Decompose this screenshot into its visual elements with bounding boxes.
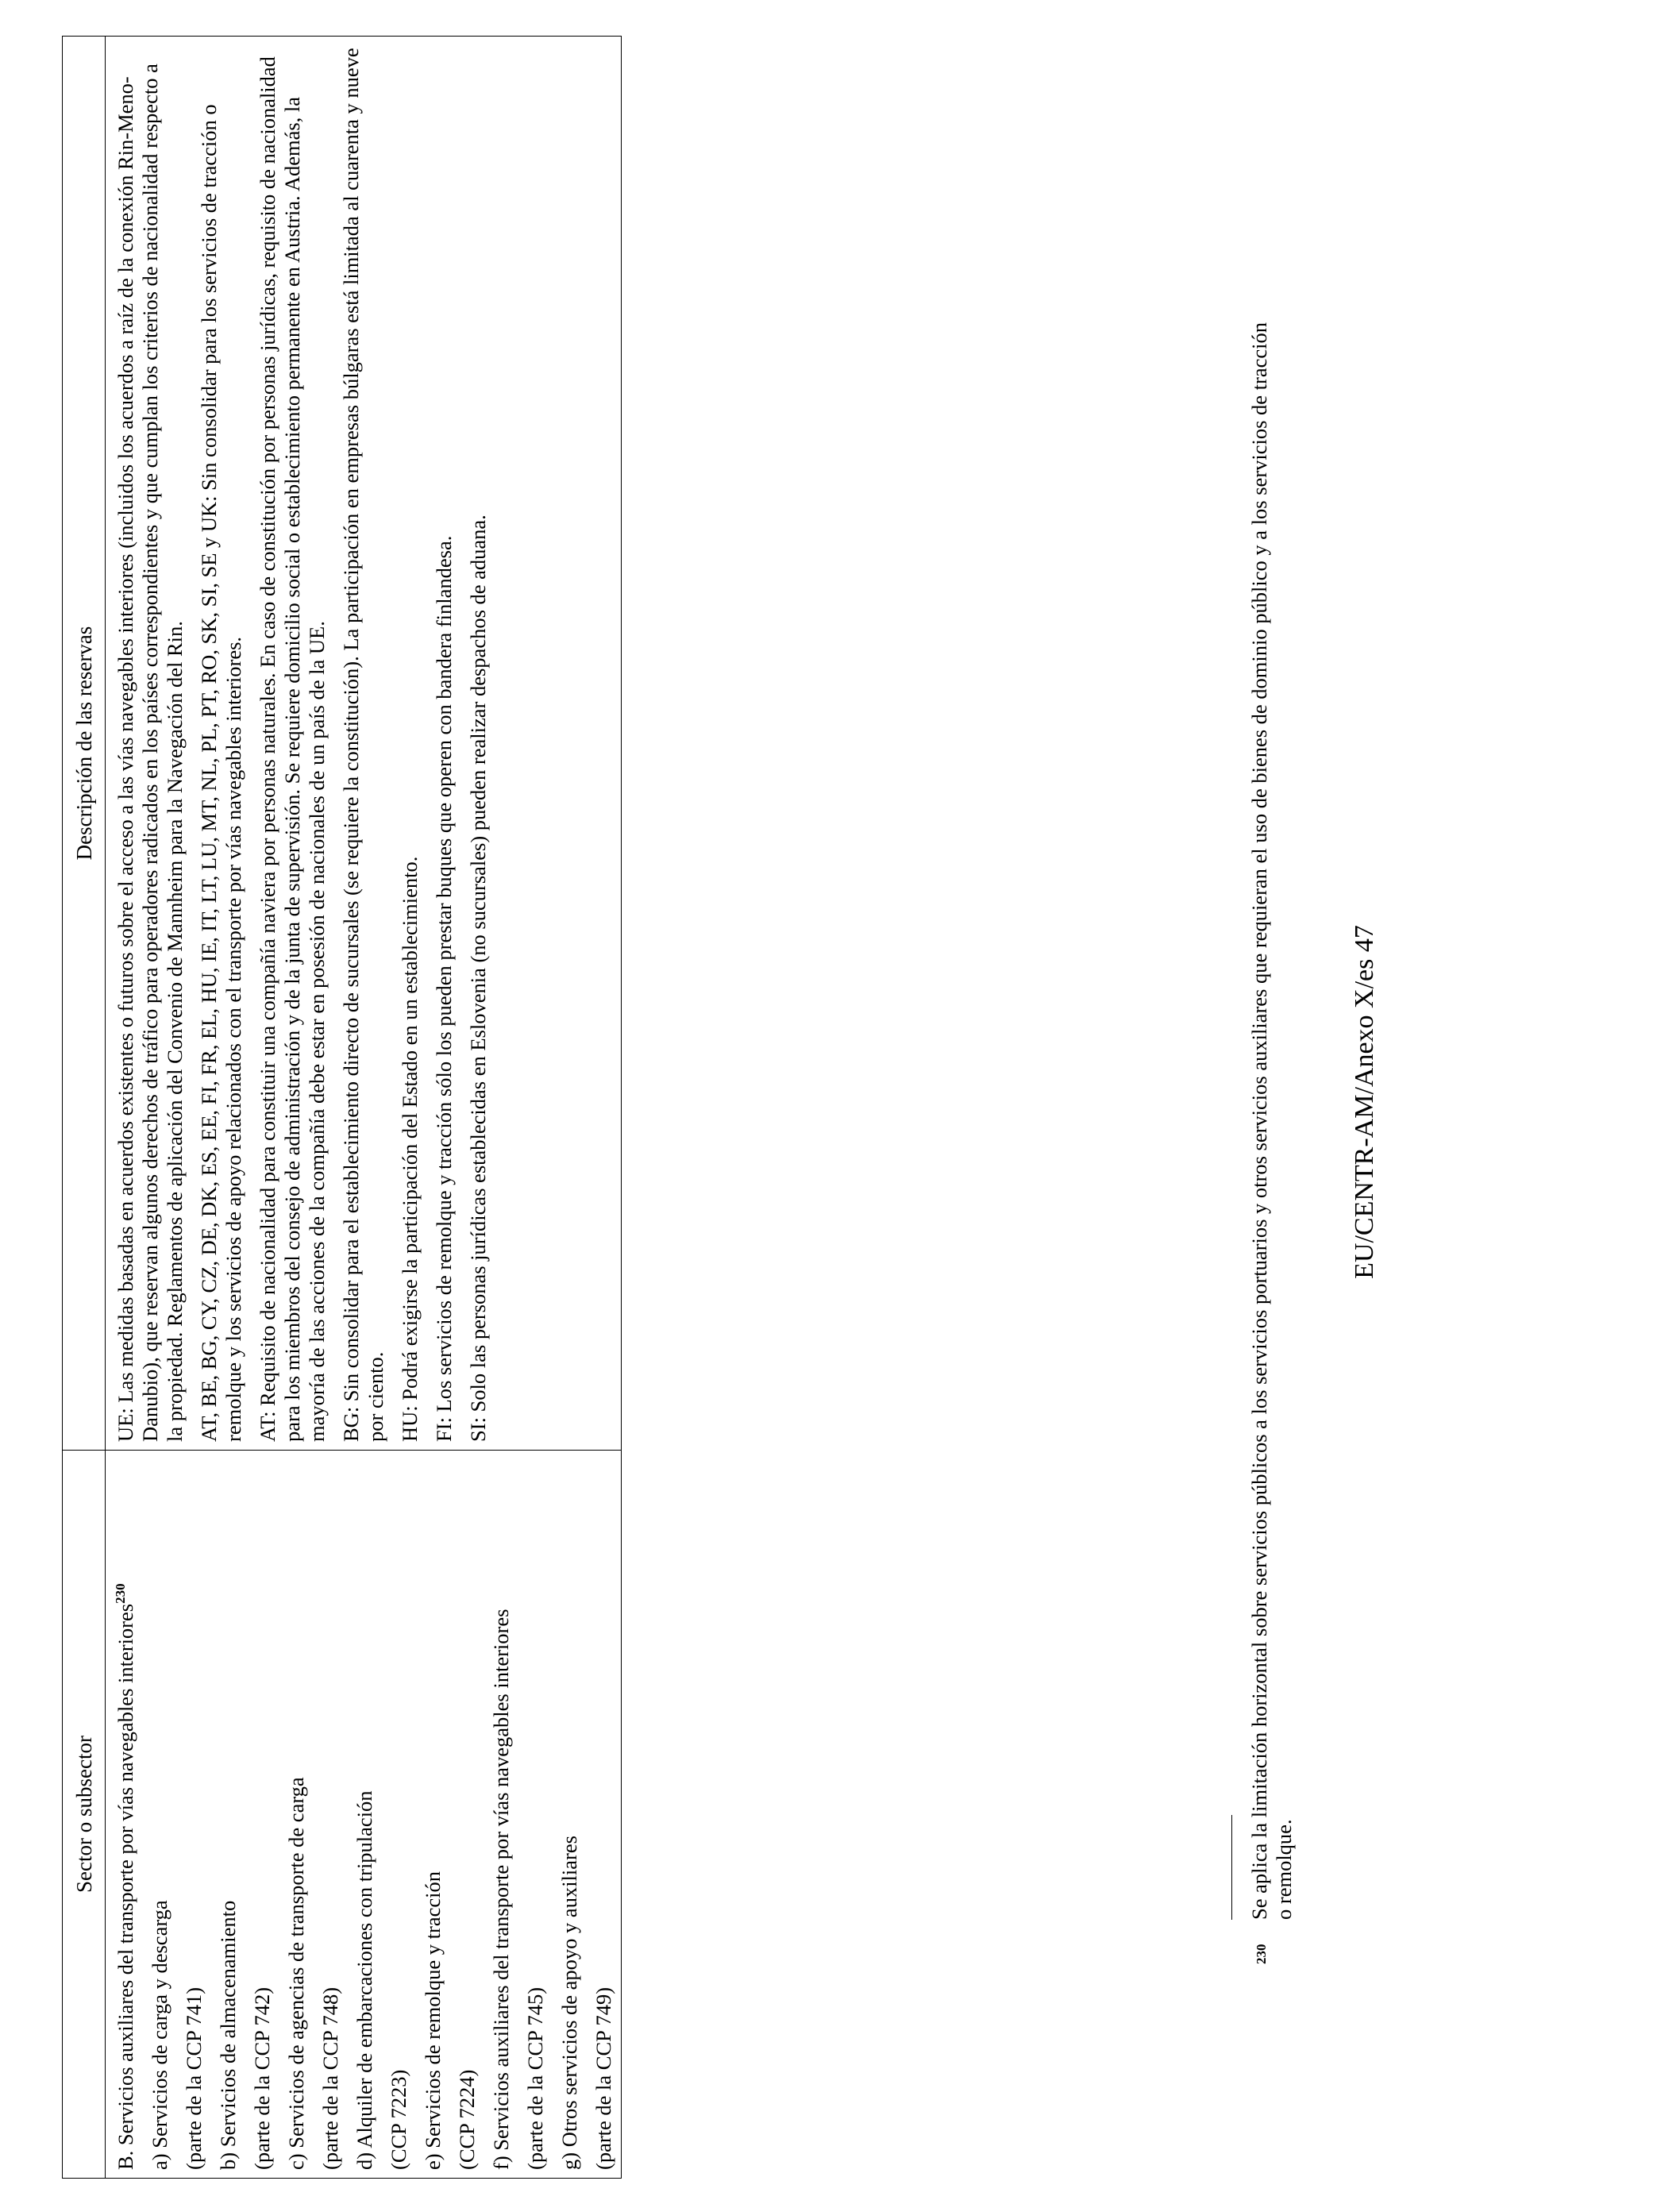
sector-title (114, 1458, 138, 2170)
header-description: Descripción de las reservas (63, 37, 106, 1451)
reservation-bg: BG: Sin consolidar para el establecimiento directo de sucursales (se requiere la constitución). La participación en empresas búlgaras está limitada al cuarenta y nueve por ciento. (339, 48, 387, 1442)
sector-item: f) Servicios auxiliares del transporte por vías navegables interiores (489, 1609, 513, 2170)
reservation-fi: FI: Los servicios de remolque y tracción sólo los pueden prestar buques que operen con bandera finlandesa. (432, 535, 456, 1442)
sector-item: (CCP 7223) (387, 2069, 410, 2170)
sector-item: (parte de la CCP 741) (182, 1986, 206, 2170)
table-header-row (63, 37, 106, 2179)
footnote-text: Se aplica la limitación horizontal sobre servicios públicos a los servicios portuarios y otros servicios auxiliares que requieran el uso de bienes de dominio público y a los servicios de tracción o remolque. (1247, 322, 1296, 1920)
description-cell (106, 37, 622, 1451)
sector-item: e) Servicios de remolque y tracción (421, 1871, 445, 2170)
sector-item: (parte de la CCP 742) (250, 1986, 274, 2170)
sector-item: a) Servicios de carga y descarga (148, 1900, 171, 2170)
reservation-hu: HU: Podrá exigirse la participación del Estado en un establecimiento. (398, 856, 422, 1442)
sector-item: (parte de la CCP 749) (591, 1986, 615, 2170)
table-row (106, 37, 622, 2179)
sector-item: d) Alquiler de embarcaciones con tripulación (353, 1790, 376, 2170)
header-sector: Sector o subsector (63, 1451, 106, 2179)
sector-item: c) Servicios de agencias de transporte de carga (284, 1777, 308, 2170)
sector-item: (parte de la CCP 745) (523, 1986, 547, 2170)
page-footer: EU/CENTR-AM/Anexo X/es 47 (1350, 925, 1379, 1279)
footnote-reference: 230 (113, 1583, 129, 1604)
sector-title-text: B. Servicios auxiliares del transporte por vías navegables interiores (114, 1603, 137, 2170)
footnote-number: 230 (1254, 1944, 1269, 1964)
reservation-at: AT: Requisito de nacionalidad para constituir una compañía naviera por personas naturales. En caso de constitución por personas jurídicas, requisito de nacionalidad para los miembros del consejo de administración y de la junta de supervisión. Se requiere domicilio social o establecimiento permanente en Austria. Además, la mayoría de las acciones de la compañía debe estar en posesión de nacionales de un país de la UE. (256, 56, 329, 1442)
sector-cell (106, 1451, 622, 2179)
sector-item: (CCP 7224) (455, 2069, 479, 2170)
reservation-eu: UE: Las medidas basadas en acuerdos existentes o futuros sobre el acceso a las vías navegables interiores (incluidos los acuerdos a raíz de la conexión Rin-Meno-Danubio), que reservan algunos derechos de tráfico para operadores radicados en los países correspondientes y que cumplan los criterios de nacionalidad respecto a la propiedad. Reglamentos de aplicación del Convenio de Mannheim para la Navegación del Rin. (114, 64, 187, 1442)
reservation-member-states: AT, BE, BG, CY, CZ, DE, DK, ES, EE, FI, FR, EL, HU, IE, IT, LT, LU, MT, NL, PL, PT, RO, SK, SI, SE y UK: Sin consolidar para los servicios de tracción o remolque y los servicios de apoyo relacionados con el transporte por vías navegables interiores. (197, 104, 245, 1442)
reservations-table (62, 36, 622, 2179)
reservation-si: SI: Solo las personas jurídicas establecidas en Eslovenia (no sucursales) pueden realizar despachos de aduana. (466, 514, 490, 1442)
footnote (1247, 313, 1297, 1964)
sector-item: g) Otros servicios de apoyo y auxiliares (557, 1836, 581, 2170)
sector-item: (parte de la CCP 748) (318, 1986, 342, 2170)
footnote-divider (1231, 1815, 1232, 1920)
sector-item: b) Servicios de almacenamiento (216, 1900, 240, 2170)
